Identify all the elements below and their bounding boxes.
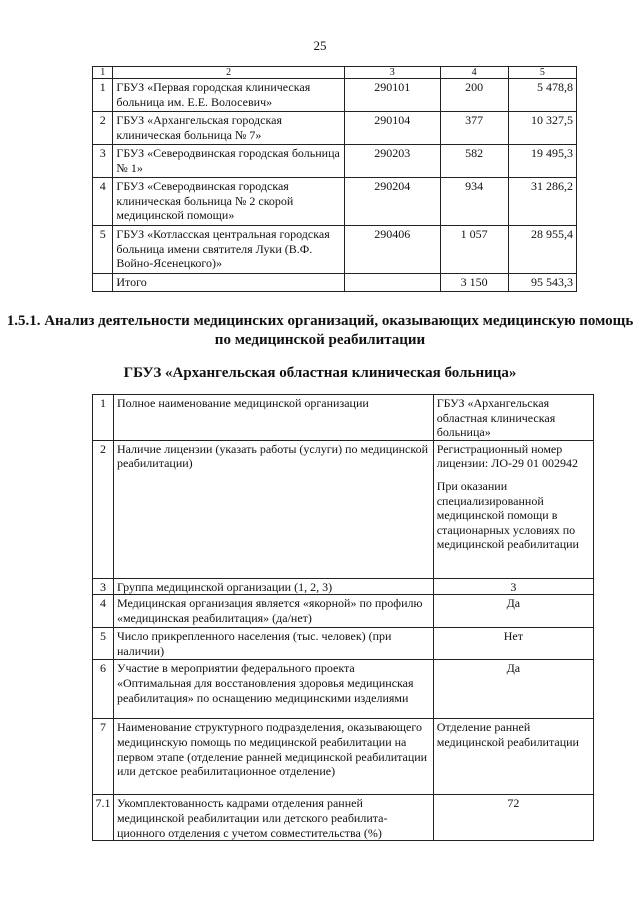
row-number: 6 bbox=[93, 660, 114, 719]
table-row bbox=[93, 595, 594, 628]
total-empty-cell bbox=[344, 274, 440, 292]
hospital-name: ГБУЗ «Северодвинская городская клиническая больница № 2 скорой медицинской помощи» bbox=[113, 178, 345, 226]
row-number: 1 bbox=[93, 395, 114, 441]
hospital-name: ГБУЗ «Архангельская городская клиническая больница № 7» bbox=[113, 112, 345, 145]
org-heading: ГБУЗ «Архангельская областная клиническая больница» bbox=[123, 365, 517, 381]
row-value: 72 bbox=[433, 795, 593, 841]
row-number: 1 bbox=[93, 79, 113, 112]
header-cell: 4 bbox=[440, 67, 508, 79]
row-value: Да bbox=[433, 595, 593, 628]
row-number: 2 bbox=[93, 440, 114, 578]
hospital-amount: 28 955,4 bbox=[508, 226, 576, 274]
row-label: Участие в мероприятии федерального проекта «Оптимальная для восстановления здоровья медицинская реабилитация» по оснащению медицинскими изделиями bbox=[113, 660, 433, 719]
hospitals-table bbox=[92, 66, 577, 292]
row-label: Укомплектованность кадрами отделения ранней медицинской реабилитации или детского реабилита-ционного отделения с учетом совместительства (%) bbox=[113, 795, 433, 841]
section-heading: 1.5.1. Анализ деятельности медицинских организаций, оказывающих медицинскую помощь по медицинской реабилитации bbox=[6, 313, 634, 348]
hospital-amount: 31 286,2 bbox=[508, 178, 576, 226]
row-label: Медицинская организация является «якорной» по профилю «медицинская реабилитация» (да/нет) bbox=[113, 595, 433, 628]
hospital-name: ГБУЗ «Котласская центральная городская больница имени святителя Луки (В.Ф. Войно-Ясенецкого)» bbox=[113, 226, 345, 274]
hospital-count: 582 bbox=[440, 145, 508, 178]
row-label: Наименование структурного подразделения, оказывающего медицинскую помощь по медицинской реабилитации на первом этапе (отделение ранней медицинской реабилитации или детское реабилитационное отделение) bbox=[113, 719, 433, 795]
row-value: Нет bbox=[433, 628, 593, 660]
table-row bbox=[93, 578, 594, 595]
row-value bbox=[433, 440, 593, 578]
row-label: Число прикрепленного населения (тыс. человек) (при наличии) bbox=[113, 628, 433, 660]
row-label: Полное наименование медицинской организации bbox=[113, 395, 433, 441]
row-number: 3 bbox=[93, 145, 113, 178]
row-number: 5 bbox=[93, 628, 114, 660]
row-number: 2 bbox=[93, 112, 113, 145]
total-row bbox=[93, 274, 577, 292]
total-label: Итого bbox=[113, 274, 345, 292]
table-row bbox=[93, 79, 577, 112]
table-row bbox=[93, 178, 577, 226]
table-row bbox=[93, 660, 594, 719]
header-cell: 3 bbox=[344, 67, 440, 79]
table-row bbox=[93, 719, 594, 795]
total-amount: 95 543,3 bbox=[508, 274, 576, 292]
hospital-code: 290204 bbox=[344, 178, 440, 226]
table-header-row bbox=[93, 67, 577, 79]
hospital-amount: 10 327,5 bbox=[508, 112, 576, 145]
table-row bbox=[93, 628, 594, 660]
row-value: Да bbox=[433, 660, 593, 719]
hospital-code: 290101 bbox=[344, 79, 440, 112]
hospital-amount: 5 478,8 bbox=[508, 79, 576, 112]
header-cell: 2 bbox=[113, 67, 345, 79]
row-value: Отделение ранней медицинской реабилитации bbox=[433, 719, 593, 795]
hospital-count: 934 bbox=[440, 178, 508, 226]
row-number: 7.1 bbox=[93, 795, 114, 841]
header-cell: 5 bbox=[508, 67, 576, 79]
hospital-code: 290203 bbox=[344, 145, 440, 178]
table-row bbox=[93, 226, 577, 274]
hospital-code: 290406 bbox=[344, 226, 440, 274]
header-cell: 1 bbox=[93, 67, 113, 79]
total-empty-cell bbox=[93, 274, 113, 292]
row-value: 3 bbox=[433, 578, 593, 595]
row-number: 4 bbox=[93, 595, 114, 628]
row-label: Наличие лицензии (указать работы (услуги) по медицинской реабилитации) bbox=[113, 440, 433, 578]
hospital-count: 200 bbox=[440, 79, 508, 112]
table-row bbox=[93, 440, 594, 578]
row-number: 4 bbox=[93, 178, 113, 226]
hospital-count: 377 bbox=[440, 112, 508, 145]
table-row bbox=[93, 395, 594, 441]
hospital-name: ГБУЗ «Первая городская клиническая больница им. Е.Е. Волосевич» bbox=[113, 79, 345, 112]
table-row bbox=[93, 795, 594, 841]
org-info-table bbox=[92, 394, 594, 841]
total-count: 3 150 bbox=[440, 274, 508, 292]
row-number: 5 bbox=[93, 226, 113, 274]
row-number: 7 bbox=[93, 719, 114, 795]
table-row bbox=[93, 145, 577, 178]
license-scope: При оказании специализированной медицинской помощи в стационарных условиях по медицинской реабилитации bbox=[436, 478, 579, 552]
row-value: ГБУЗ «Архангельская областная клиническая больница» bbox=[433, 395, 593, 441]
hospital-code: 290104 bbox=[344, 112, 440, 145]
license-number: Регистрационный номер лицензии: ЛО-29 01 002942 bbox=[436, 441, 579, 471]
row-number: 3 bbox=[93, 578, 114, 595]
hospital-count: 1 057 bbox=[440, 226, 508, 274]
page-number: 25 bbox=[313, 38, 327, 53]
row-label: Группа медицинской организации (1, 2, 3) bbox=[113, 578, 433, 595]
hospital-name: ГБУЗ «Северодвинская городская больница № 1» bbox=[113, 145, 345, 178]
hospital-amount: 19 495,3 bbox=[508, 145, 576, 178]
table-row bbox=[93, 112, 577, 145]
